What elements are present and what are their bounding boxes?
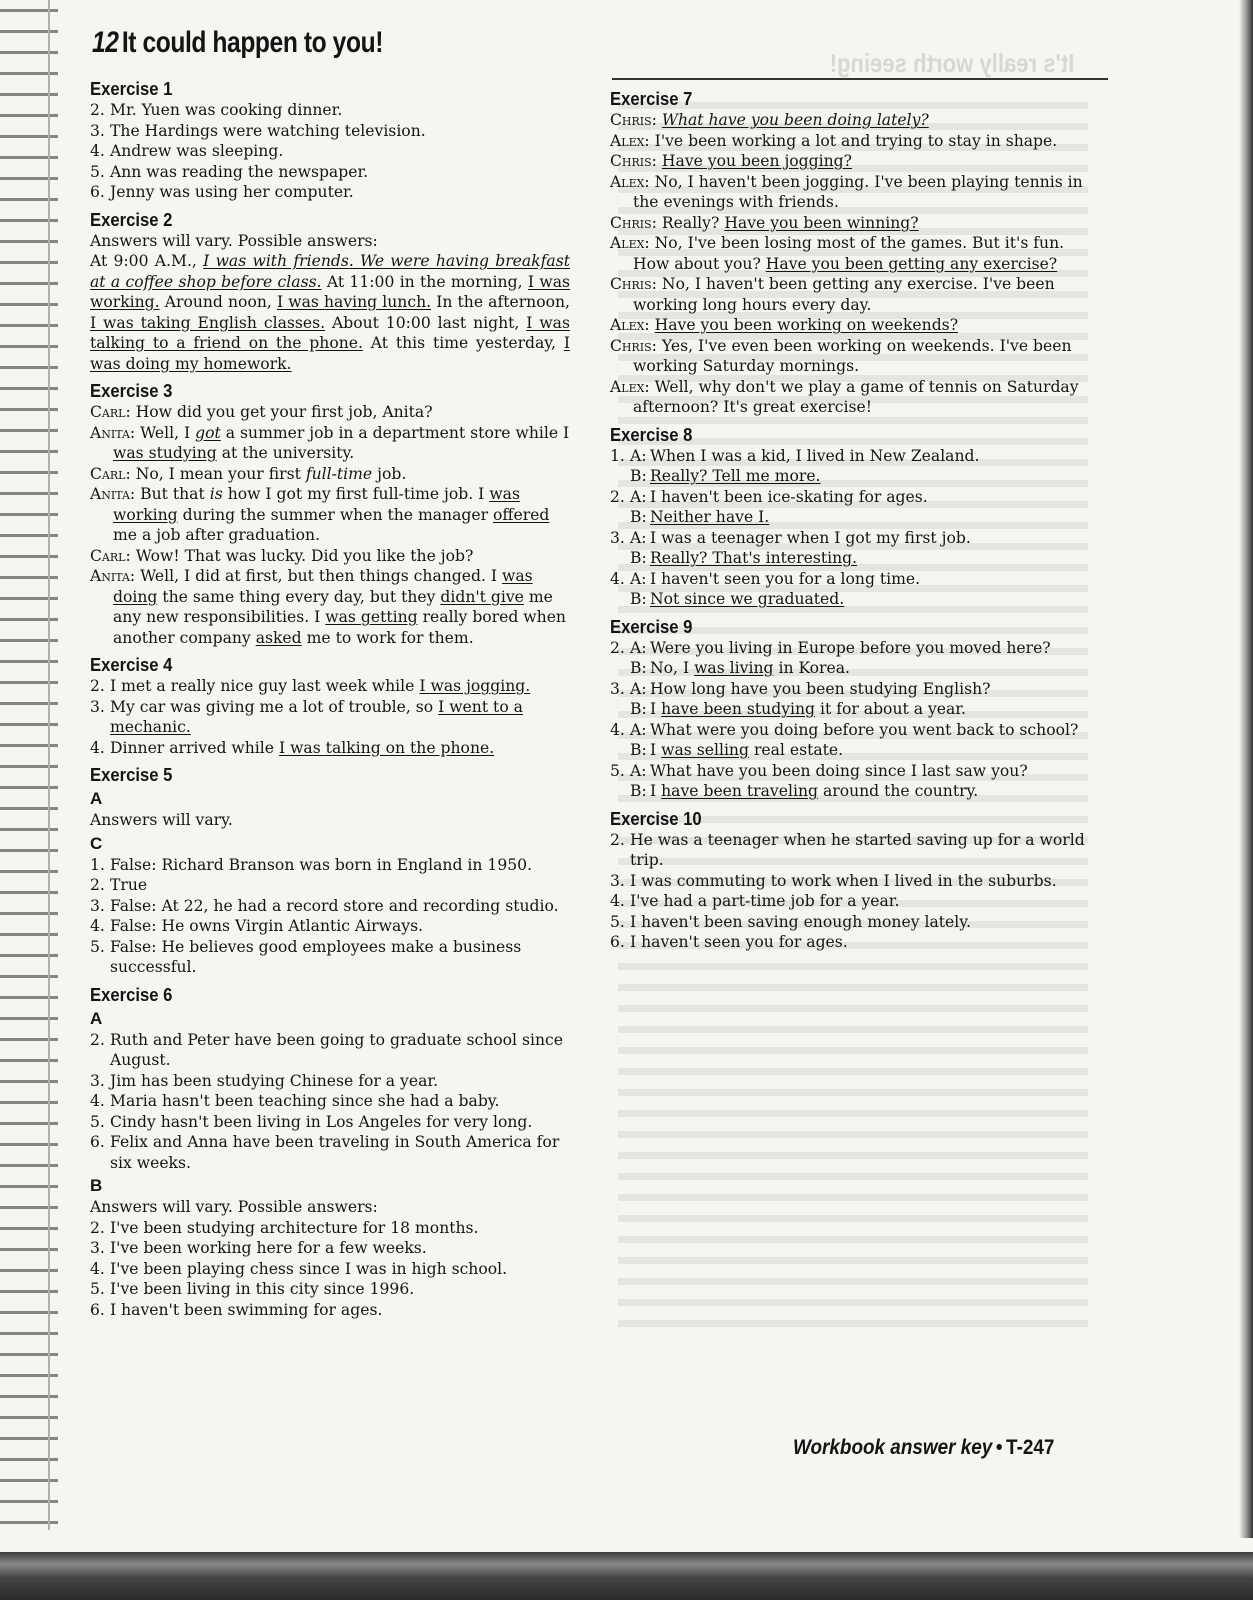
list-item: 5. Cindy hasn't been living in Los Angeles for very long. (90, 1112, 533, 1131)
list-item: B: I was selling real estate. (630, 741, 844, 759)
list-item: 6. I haven't been swimming for ages. (90, 1300, 383, 1319)
list-item: 4. False: He owns Virgin Atlantic Airways. (90, 917, 424, 935)
list-item: 3. False: At 22, he had a record store and recording studio. (90, 896, 559, 915)
exercise-3-heading: Exercise 3 (90, 380, 173, 401)
exercise-6-heading: Exercise 6 (90, 983, 173, 1005)
list-item: B: No, I was living in Korea. (630, 659, 850, 677)
exercise-1-heading: Exercise 1 (90, 78, 173, 99)
scan-bottom-strip (0, 1538, 1253, 1600)
exercise-6-b-intro: Answers will vary. Possible answers: (90, 1198, 378, 1216)
exercise-5-heading: Exercise 5 (90, 764, 173, 785)
list-item: 2. A: Were you living in Europe before you moved here? (610, 638, 1051, 657)
list-item: 2. True (90, 876, 148, 894)
list-item: 2. A: I haven't been ice-skating for ages. (610, 487, 928, 506)
exercise-6-part-a: A (90, 1008, 103, 1028)
exercise-4-heading: Exercise 4 (90, 654, 173, 675)
dialogue-line: Carl: No, I mean your first full-time job. (90, 464, 407, 483)
dialogue-line: Chris: Really? Have you been winning? (610, 213, 919, 232)
unit-title: It could happen to you! (121, 26, 383, 59)
list-item: 3. A: How long have you been studying English? (610, 679, 991, 698)
list-item: 3. Jim has been studying Chinese for a year. (90, 1071, 439, 1090)
unit-number: 12 (92, 26, 119, 59)
list-item: 4. A: I haven't seen you for a long time. (610, 569, 921, 588)
dialogue-line: Chris: Yes, I've even been working on weekends. I've been working Saturday mornings. (610, 336, 1072, 375)
dialogue-line: Alex: No, I've been losing most of the games. But it's fun. How about you? Have you been getting any exercise? (610, 234, 1065, 273)
list-item: 6. Jenny was using her computer. (90, 183, 354, 201)
exercise-6-b-list (90, 1218, 570, 1321)
list-item: 4. A: What were you doing before you went back to school? (610, 720, 1079, 739)
dialogue-line: Carl: Wow! That was lucky. Did you like the job? (90, 546, 474, 565)
exercise-5-part-a: A (90, 789, 103, 808)
list-item: 3. The Hardings were watching television. (90, 121, 426, 140)
list-item: 5. A: What have you been doing since I last saw you? (610, 761, 1028, 780)
list-item: 3. I was commuting to work when I lived in the suburbs. (610, 871, 1057, 890)
list-item: 4. Maria hasn't been teaching since she had a baby. (90, 1092, 500, 1110)
list-item: 2. I've been studying architecture for 18 months. (90, 1218, 479, 1237)
exercise-2-intro: Answers will vary. Possible answers: (90, 231, 378, 250)
exercise-5-part-c: C (90, 833, 103, 853)
list-item: 4. I've been playing chess since I was in high school. (90, 1259, 508, 1278)
list-item: B: Not since we graduated. (630, 590, 845, 608)
dialogue-line: Chris: What have you been doing lately? (610, 111, 929, 129)
list-item: 5. I haven't been saving enough money lately. (610, 912, 971, 931)
list-item: B: I have been traveling around the country. (630, 782, 979, 800)
list-item: 2. I met a really nice guy last week while I was jogging. (90, 677, 531, 695)
list-item: B: Really? That's interesting. (630, 549, 858, 567)
list-item: 3. I've been working here for a few weeks. (90, 1239, 427, 1257)
exercise-5-list (90, 855, 570, 978)
left-column (90, 72, 570, 1320)
bleed-through-title: It's really worth seeing! (829, 48, 1075, 78)
list-item: 3. My car was giving me a lot of trouble, so I went to a mechanic. (90, 697, 523, 736)
list-item: B: I have been studying it for about a year. (630, 700, 967, 718)
list-item: 1. A: When I was a kid, I lived in New Zealand. (610, 446, 980, 465)
right-column (610, 82, 1090, 953)
exercise-1-list (90, 100, 570, 203)
list-item: B: Neither have I. (630, 508, 770, 526)
dialogue-line: Anita: Well, I did at first, but then things changed. I was doing the same thing every day, but they didn't give me any new responsibilities. I was getting really bored when another company asked me to work for them. (90, 567, 566, 647)
list-item: 6. Felix and Anna have been traveling in South America for six weeks. (90, 1133, 560, 1172)
list-item: 2. Mr. Yuen was cooking dinner. (90, 101, 343, 119)
list-item: 5. I've been living in this city since 1996. (90, 1280, 415, 1298)
dialogue-line: Anita: But that is how I got my first full-time job. I was working during the summer when the manager offered me a job after graduation. (90, 485, 550, 544)
dialogue-line: Carl: How did you get your first job, Anita? (90, 403, 433, 421)
list-item: 5. Ann was reading the newspaper. (90, 162, 369, 181)
page-footer: Workbook answer key • T-247 (793, 1436, 1055, 1459)
exercise-2-paragraph: At 9:00 A.M., I was with friends. We were having breakfast at a coffee shop before class. At 11:00 in the morning, I was working. Around noon, I was having lunch. In the afternoon, I was taking English classes. About 10:00 last night, I was talking to a friend on the phone. At this time yesterday, I was doing my homework. (90, 252, 571, 373)
list-item: 3. A: I was a teenager when I got my first job. (610, 528, 971, 547)
exercise-6-a-list (90, 1030, 570, 1174)
exercise-5-a-text: Answers will vary. (90, 811, 233, 829)
dialogue-line: Alex: Have you been working on weekends? (610, 316, 959, 334)
spiral-binding (0, 0, 58, 1530)
list-item: 2. Ruth and Peter have been going to graduate school since August. (90, 1030, 563, 1069)
list-item: 6. I haven't seen you for ages. (610, 933, 848, 951)
list-item: B: Really? Tell me more. (630, 467, 821, 485)
dialogue-line: Alex: No, I haven't been jogging. I've been playing tennis in the evenings with friends. (610, 172, 1083, 211)
exercise-9-heading: Exercise 9 (610, 615, 693, 637)
exercise-7-heading: Exercise 7 (610, 88, 693, 109)
exercise-6-part-b: B (90, 1176, 103, 1195)
dialogue-line: Alex: I've been working a lot and trying to stay in shape. (610, 131, 1058, 150)
page-edge-shadow (1239, 0, 1253, 1600)
list-item: 4. Dinner arrived while I was talking on the phone. (90, 738, 495, 757)
list-item: 5. False: He believes good employees make a business successful. (90, 937, 522, 976)
exercise-8-list (610, 446, 1090, 610)
list-item: 4. I've had a part-time job for a year. (610, 892, 900, 910)
dialogue-line: Chris: No, I haven't been getting any exercise. I've been working long hours every day. (610, 275, 1055, 314)
exercise-8-heading: Exercise 8 (610, 423, 693, 445)
dialogue-line: Chris: Have you been jogging? (610, 152, 853, 170)
dialogue-line: Alex: Well, why don't we play a game of tennis on Saturday afternoon? It's great exercise! (610, 377, 1079, 416)
page-title (92, 26, 383, 60)
dialogue-line: Anita: Well, I got a summer job in a department store while I was studying at the university. (90, 423, 570, 462)
list-item: 4. Andrew was sleeping. (90, 142, 284, 160)
exercise-10-heading: Exercise 10 (610, 807, 702, 829)
title-rule (612, 78, 1108, 80)
list-item: 1. False: Richard Branson was born in England in 1950. (90, 855, 533, 874)
exercise-2-heading: Exercise 2 (90, 208, 173, 230)
list-item: 2. He was a teenager when he started saving up for a world trip. (610, 830, 1085, 869)
exercise-10-list (610, 830, 1090, 953)
